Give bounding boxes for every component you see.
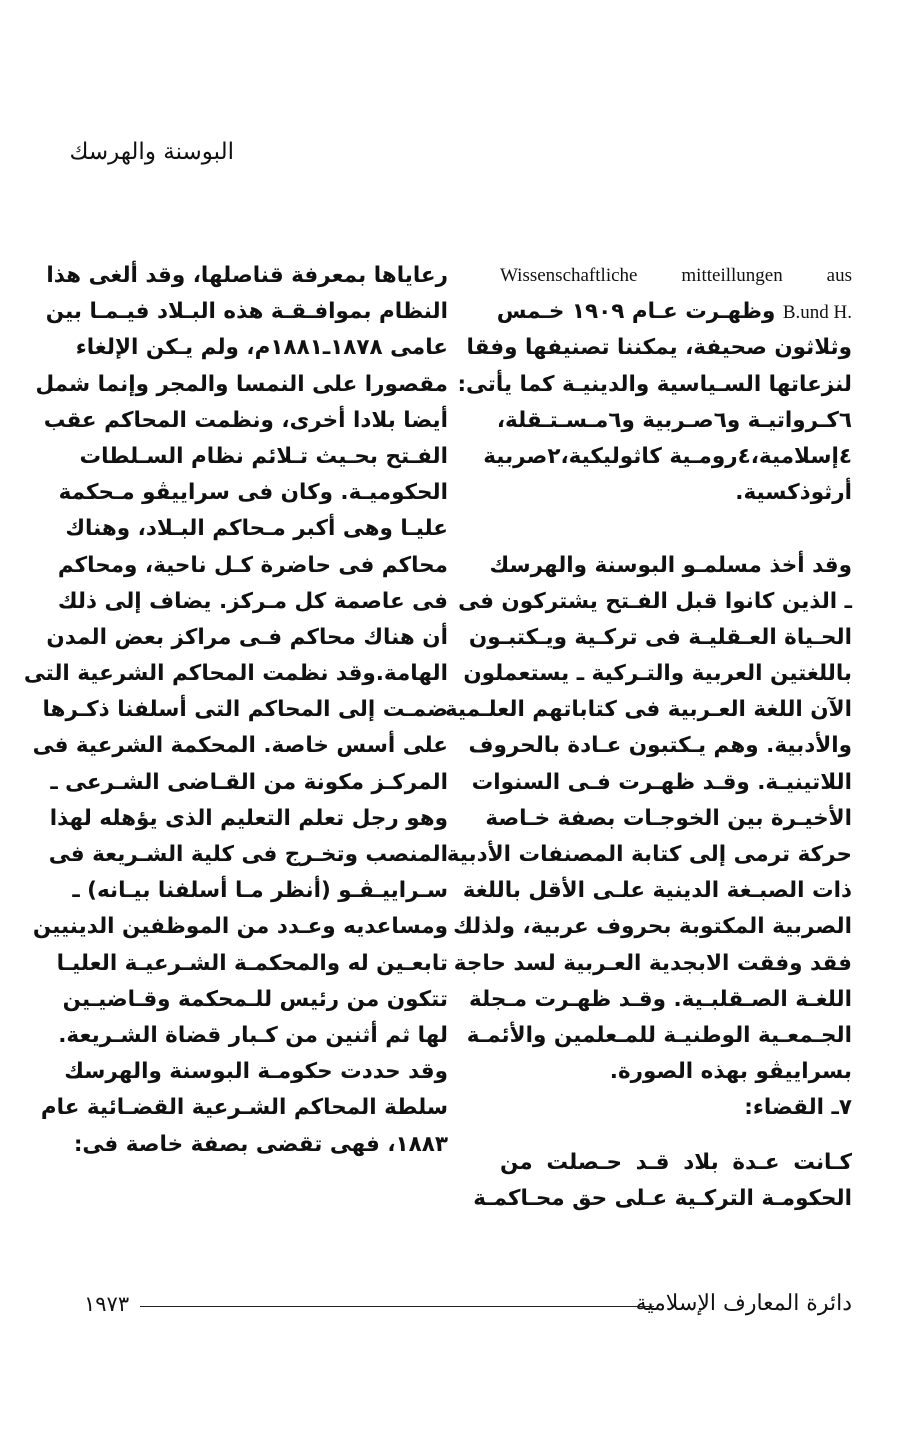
text-line: ٤إسلامية،٤رومـية كاثوليكية،٢صربية	[483, 443, 852, 469]
text-line: ضمـت إلى المحاكم التى أسلفنا ذكـرها	[42, 697, 448, 723]
text-line: أرثوذكسية.	[735, 480, 852, 506]
text-line: الحكومـة التركـية عـلى حق محـاكمـة	[473, 1185, 852, 1211]
text-line: ١٨٨٣، فهى تقضى بصفة خاصة فى:	[73, 1131, 448, 1157]
text-line: أن هناك محاكم فـى مراكز بعض المدن	[46, 624, 448, 650]
page-number: ١٩٧٣	[84, 1292, 130, 1316]
text-line: تابعـين له والمحكمـة الشـرعيـة العليـا	[56, 950, 448, 976]
text-line: اللغـة الصـقلبـية. وقـد ظهـرت مـجلة	[469, 986, 852, 1012]
section-heading: ٧ـ القضاء:	[744, 1095, 852, 1121]
text-line: فقد وفقت الابجدية العـربية لسد حاجة	[453, 950, 852, 976]
text-line: ذات الصبـغة الدينية علـى الأقل باللغة	[462, 878, 852, 904]
text-line: ومساعديه وعـدد من الموظفين الدينيين	[32, 914, 448, 940]
paragraph-gap	[500, 511, 852, 547]
paragraph-gap	[500, 1127, 852, 1145]
text-line: وقد أخذ مسلمـو البوسنة والهرسك	[489, 552, 852, 578]
text-line: رعاياها بمعرفة قناصلها، وقد ألغى هذا	[46, 263, 448, 288]
text-line: لها ثم أثنين من كـبار قضاة الشـريعة.	[58, 1022, 448, 1048]
text-line: والأدبية. وهم يـكتبون عـادة بالحروف	[468, 733, 852, 759]
footer-rule	[140, 1306, 654, 1307]
text-line	[496, 294, 852, 330]
text-line: عليـا وهى أكبر مـحاكم البـلاد، وهناك	[65, 516, 448, 542]
text-line: محاكم فى حاضرة كـل ناحية، ومحاكم	[57, 552, 448, 578]
latin-word: mitteillungen	[681, 265, 783, 286]
text-line: لنزعاتها السـياسية والدينيـة كما يأتى:	[457, 371, 852, 397]
text-fragment: وظهـرت عـام ١٩٠٩ خـمس	[496, 299, 776, 325]
text-line: أيضا بلادا أخرى، ونظمت المحاكم عقب	[43, 407, 448, 433]
running-header: البوسنة والهرسك	[69, 139, 234, 165]
text-line: ٦كـرواتيـة و٦صـربية و٦مـسـتـقلة،	[496, 407, 852, 433]
latin-word: aus	[826, 265, 852, 286]
text-line: وثلاثون صحيفة، يمكننا تصنيفها وفقا	[466, 335, 852, 361]
text-line: الآن اللغة العـربية فى كتاباتهم العلـمية	[444, 697, 852, 723]
text-line: النظام بموافـقـة هذه البـلاد فيـمـا بين	[45, 299, 448, 325]
text-line: مقصورا على النمسا والمجر وإنما شمل	[35, 371, 448, 397]
latin-inline: B.und H.	[782, 302, 852, 324]
right-column	[444, 258, 852, 1217]
text-line: الصربية المكتوبة بحروف عربية، ولذلك	[453, 914, 852, 940]
text-line: كـانت عـدة بلاد قـد حـصلت من	[500, 1149, 852, 1175]
text-line: وقد حددت حكومـة البوسنة والهرسك	[64, 1059, 448, 1085]
publication-title: دائرة المعارف الإسلامية	[635, 1291, 852, 1316]
page-footer	[84, 1287, 852, 1321]
text-line: سـراييـڤـو (أنظر مـا أسلفنا بيـانه) ـ	[72, 878, 448, 904]
text-line: الحكوميـة. وكان فى سراييڤو مـحكمة	[58, 480, 448, 506]
text-line: سلطة المحاكم الشـرعية القضـائية عام	[40, 1095, 448, 1121]
left-column	[23, 258, 448, 1163]
text-line: الحـياة العـقليـة فى تركـية ويـكتبـون	[468, 624, 852, 650]
text-line: على أسس خاصة. المحكمة الشرعية فى	[32, 733, 448, 759]
text-line: فى عاصمة كل مـركز. يضاف إلى ذلك	[57, 588, 448, 614]
text-line: اللاتينيـة. وقـد ظهـرت فـى السنوات	[471, 769, 852, 795]
text-line: تتكون من رئيس للـمحكمة وقـاضيـين	[62, 986, 448, 1012]
text-line: حركة ترمى إلى كتابة المصنفات الأدبية	[446, 842, 852, 867]
text-line: المنصب وتخـرج فى كلية الشـريعة فى	[48, 842, 448, 867]
text-line: الأخيـرة بين الخوجـات بصفة خـاصة	[485, 805, 852, 831]
text-line: ـ الذين كانوا قبل الفـتح يشتركون فى	[458, 588, 852, 614]
text-line: عامى ١٨٧٨ـ١٨٨١م، ولم يـكن الإلغاء	[75, 335, 448, 361]
text-line: الجـمعـية الوطنيـة للمـعلمين والأئمـة	[466, 1022, 852, 1048]
text-line: المركـز مكونة من القـاضى الشـرعى ـ	[50, 769, 448, 795]
text-line: الفـتح بحـيث تـلائم نظام السـلطات	[79, 443, 448, 469]
latin-citation-line	[500, 258, 852, 294]
text-line: وهو رجل تعلم التعليم الذى يؤهله لهذا	[49, 805, 448, 831]
text-line: الهامة.وقد نظمت المحاكم الشرعية التى	[23, 661, 448, 687]
text-line: باللغتين العربية والتـركية ـ يستعملون	[463, 661, 852, 687]
latin-word: Wissenschaftliche	[500, 265, 638, 286]
text-line: بسراييڤو بهذه الصورة.	[609, 1059, 852, 1085]
